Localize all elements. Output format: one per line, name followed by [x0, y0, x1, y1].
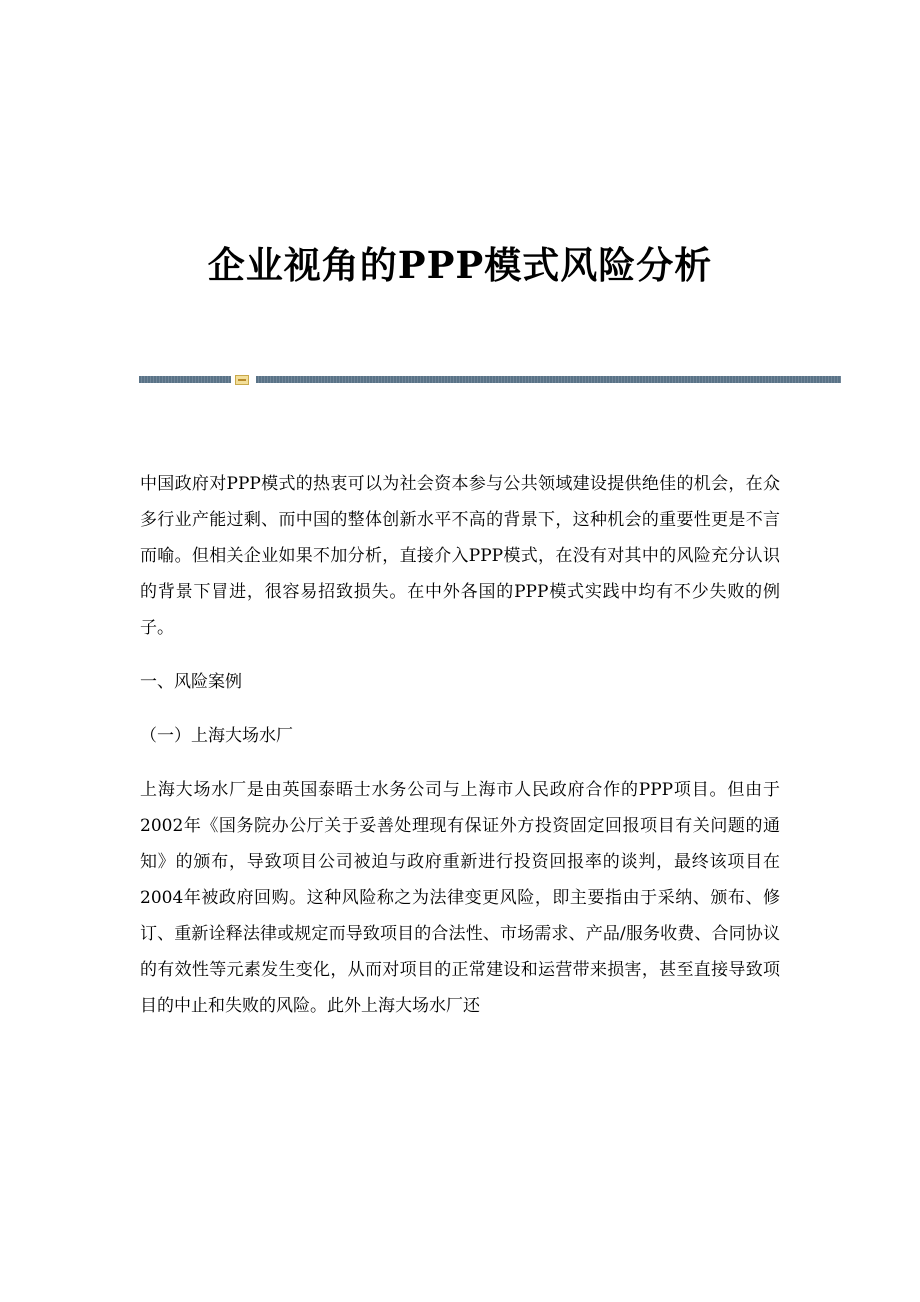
divider-bar-left	[139, 376, 231, 383]
document-body	[140, 466, 780, 1024]
section-heading: 一、风险案例	[140, 672, 242, 692]
divider-bar-right	[256, 376, 841, 383]
subsection-heading: （一）上海大场水厂	[140, 726, 293, 746]
paragraph-intro: 中国政府对PPP模式的热衷可以为社会资本参与公共领域建设提供绝佳的机会，在众多行业产能过剩、而中国的整体创新水平不高的背景下，这种机会的重要性更是不言而喻。但相关企业如果不加分析，直接介入PPP模式，在没有对其中的风险充分认识的背景下冒进，很容易招致损失。在中外各国的PPP模式实践中均有不少失败的例子。	[140, 474, 780, 638]
divider-emblem-icon	[235, 375, 249, 385]
document-title: 企业视角的PPP模式风险分析	[207, 242, 713, 287]
paragraph-case: 上海大场水厂是由英国泰晤士水务公司与上海市人民政府合作的PPP项目。但由于2002年《国务院办公厅关于妥善处理现有保证外方投资固定回报项目有关问题的通知》的颁布，导致项目公司被迫与政府重新进行投资回报率的谈判，最终该项目在2004年被政府回购。这种风险称之为法律变更风险，即主要指由于采纳、颁布、修订、重新诠释法律或规定而导致项目的合法性、市场需求、产品/服务收费、合同协议的有效性等元素发生变化，从而对项目的正常建设和运营带来损害，甚至直接导致项目的中止和失败的风险。此外上海大场水厂还	[140, 780, 780, 1016]
title-divider	[139, 375, 841, 385]
